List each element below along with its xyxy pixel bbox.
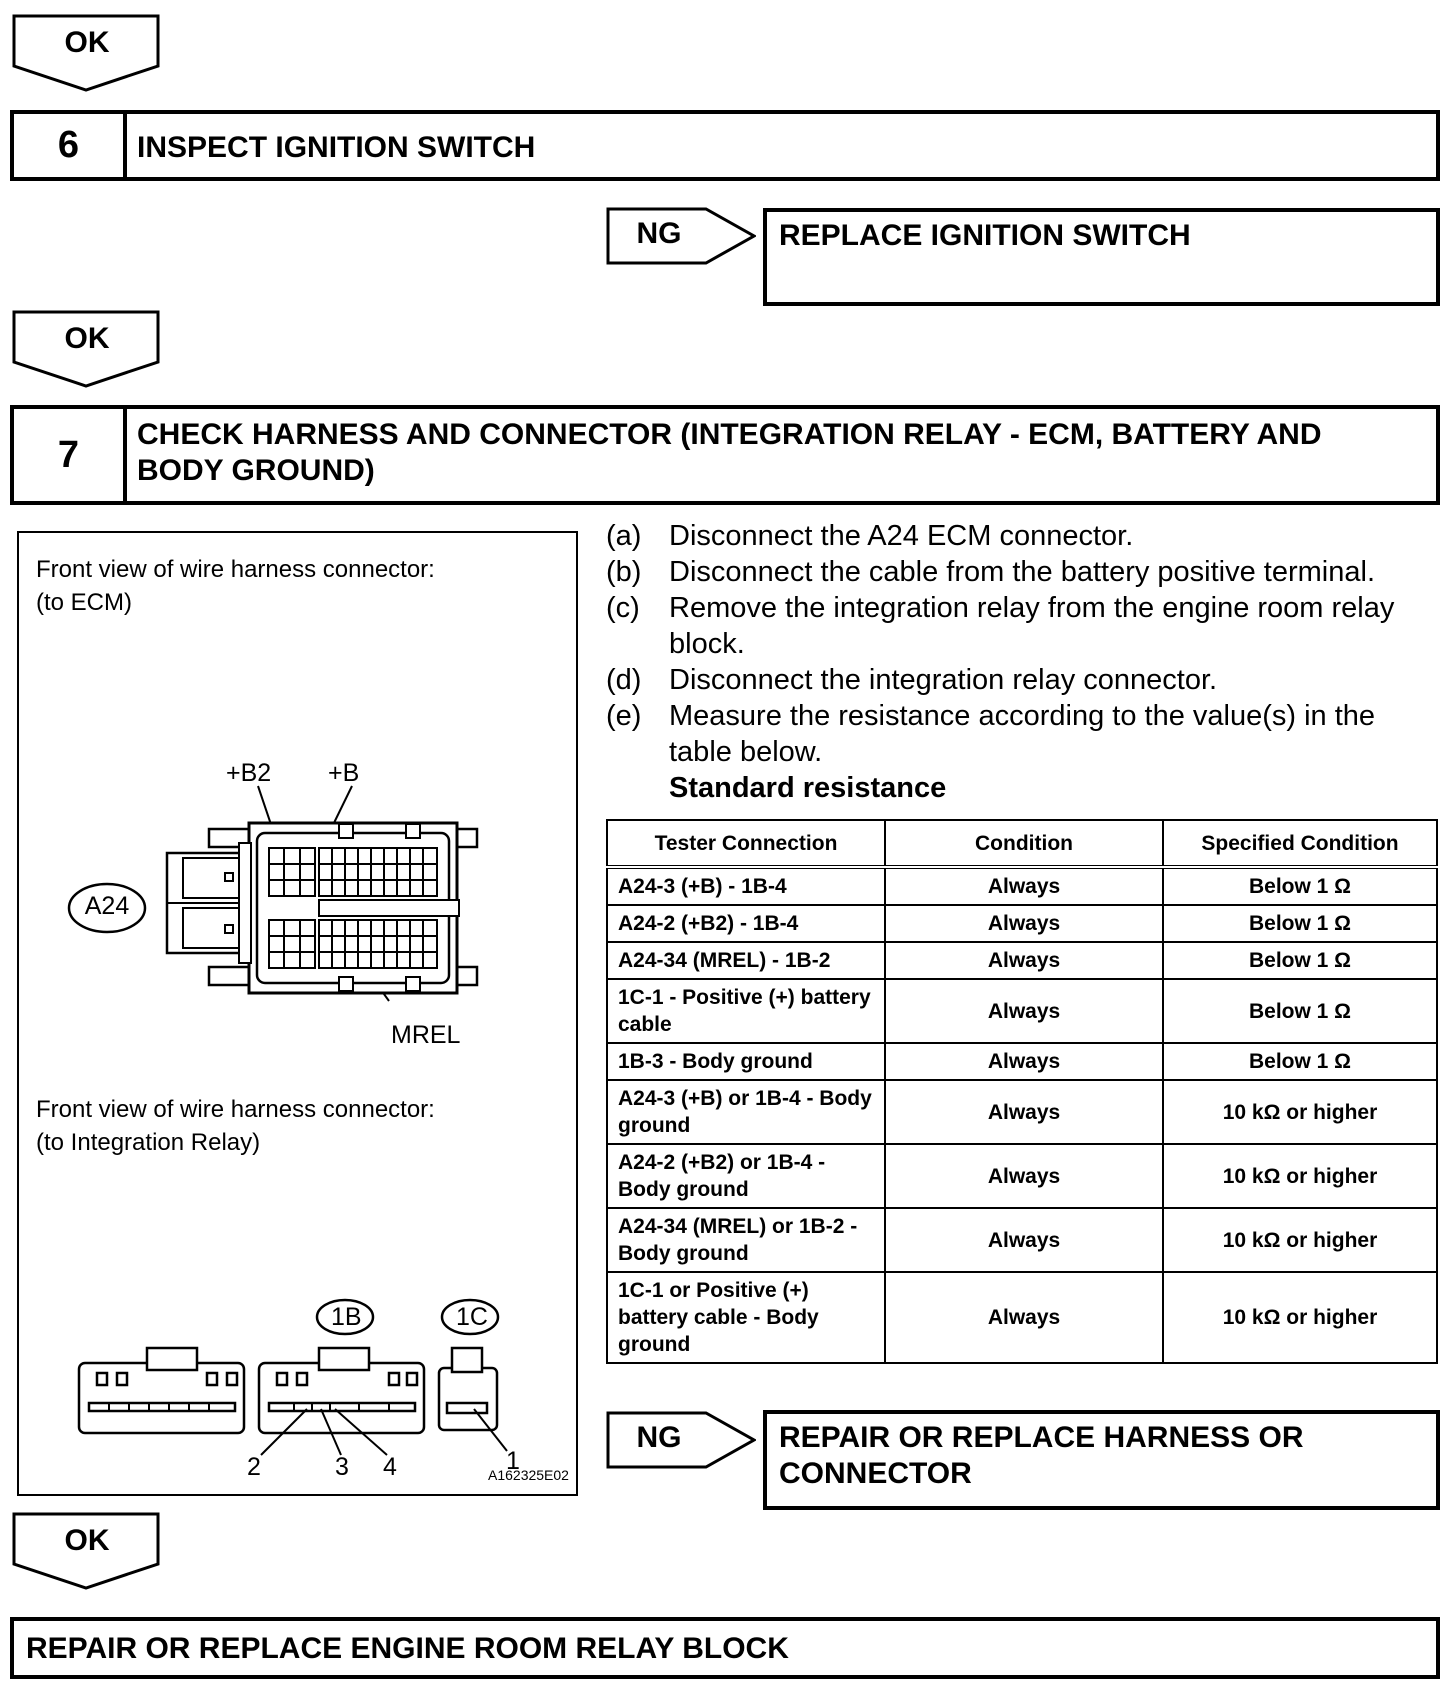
label-b2: +B2 [226,759,272,787]
instruction-text: Disconnect the cable from the battery positive terminal. [669,556,1375,588]
table-row [607,979,1437,1043]
table-row [607,1080,1437,1144]
result-replace-ignition-switch: REPLACE IGNITION SWITCH [763,208,1440,306]
resistance-table [606,819,1438,1364]
ok-label: OK [64,26,110,59]
condition-cell: Always [885,867,1163,905]
table-row [607,867,1437,905]
instruction-d [606,662,1436,698]
table-row [607,905,1437,942]
instruction-label: (c) [606,592,640,624]
figure-id: A162325E02 [488,1467,569,1483]
ng-label: NG [636,1421,682,1454]
condition-cell: Always [885,905,1163,942]
instruction-label: (a) [606,520,642,552]
tester-connection-cell: 1C-1 - Positive (+) battery cable [607,979,885,1043]
ok-label: OK [64,1524,110,1557]
condition-cell: Always [885,1272,1163,1363]
caption-ecm-line-1: Front view of wire harness connector: [36,556,435,583]
ok-arrow-1 [12,14,162,94]
instruction-label: (e) [606,700,642,732]
table-row [607,1144,1437,1208]
step-number: 7 [14,409,127,501]
specified-condition-cell: Below 1 Ω [1163,905,1437,942]
step-title-line-2: BODY GROUND) [137,454,375,487]
condition-cell: Always [885,1043,1163,1080]
ok-label: OK [64,322,110,355]
table-row [607,1272,1437,1363]
connector-figure [17,531,578,1496]
result-line-1: REPAIR OR REPLACE HARNESS OR [779,1421,1304,1454]
caption-relay-line-1: Front view of wire harness connector: [36,1096,435,1123]
table-row [607,1208,1437,1272]
result-final: REPAIR OR REPLACE ENGINE ROOM RELAY BLOCK [10,1617,1440,1679]
condition-cell: Always [885,1144,1163,1208]
header-specified-condition: Specified Condition [1163,820,1437,867]
ng-label: NG [636,217,682,250]
specified-condition-cell: Below 1 Ω [1163,942,1437,979]
specified-condition-cell: Below 1 Ω [1163,979,1437,1043]
tester-connection-cell: A24-2 (+B2) or 1B-4 - Body ground [607,1144,885,1208]
instruction-text: Measure the resistance according to the value(s) in the table below. [669,700,1376,768]
standard-resistance-label: Standard resistance [669,772,947,804]
step-6 [10,110,1440,181]
step-title-line-1: CHECK HARNESS AND CONNECTOR (INTEGRATION RELAY - ECM, BATTERY AND [137,418,1322,451]
relay-connectors-drawing [19,533,576,1494]
specified-condition-cell: Below 1 Ω [1163,867,1437,905]
label-mrel: MREL [391,1021,461,1049]
tester-connection-cell: A24-34 (MREL) - 1B-2 [607,942,885,979]
header-tester-connection: Tester Connection [607,820,885,867]
step-title [127,409,1332,501]
header-condition: Condition [885,820,1163,867]
tester-connection-cell: A24-3 (+B) or 1B-4 - Body ground [607,1080,885,1144]
instruction-text: Disconnect the A24 ECM connector. [669,520,1134,552]
condition-cell: Always [885,979,1163,1043]
instruction-label: (b) [606,556,642,588]
table-header-row [607,820,1437,867]
instruction-text: Remove the integration relay from the engine room relay block. [669,592,1395,660]
step-title: INSPECT IGNITION SWITCH [137,131,536,164]
condition-cell: Always [885,1080,1163,1144]
instruction-c [606,590,1436,662]
specified-condition-cell: 10 kΩ or higher [1163,1208,1437,1272]
label-1b: 1B [331,1303,362,1331]
tester-connection-cell: A24-2 (+B2) - 1B-4 [607,905,885,942]
specified-condition-cell: Below 1 Ω [1163,1043,1437,1080]
tester-connection-cell: 1B-3 - Body ground [607,1043,885,1080]
table-row [607,1043,1437,1080]
pin-1-label: 1 [506,1447,520,1475]
tester-connection-cell: A24-34 (MREL) or 1B-2 - Body ground [607,1208,885,1272]
pin-4-label: 4 [383,1453,397,1481]
tester-connection-cell: 1C-1 or Positive (+) battery cable - Body ground [607,1272,885,1363]
result-repair-harness [763,1410,1440,1510]
condition-cell: Always [885,1208,1163,1272]
specified-condition-cell: 10 kΩ or higher [1163,1144,1437,1208]
instruction-a [606,518,1436,554]
instructions [606,518,1436,806]
ok-arrow-3 [12,1512,162,1592]
tester-connection-cell: A24-3 (+B) - 1B-4 [607,867,885,905]
label-1c: 1C [456,1303,488,1331]
label-a24: A24 [84,892,130,920]
label-b: +B [328,759,360,787]
condition-cell: Always [885,942,1163,979]
instruction-b [606,554,1436,590]
instruction-text: Disconnect the integration relay connector. [669,664,1218,696]
specified-condition-cell: 10 kΩ or higher [1163,1080,1437,1144]
caption-ecm-line-2: (to ECM) [36,589,132,616]
ok-arrow-2 [12,310,162,390]
caption-relay-line-2: (to Integration Relay) [36,1129,261,1156]
result-line-2: CONNECTOR [779,1457,972,1490]
instruction-e [606,698,1436,770]
instruction-label: (d) [606,664,642,696]
ng-arrow-1 [606,207,756,267]
ng-arrow-2 [606,1411,756,1471]
pin-2-label: 2 [247,1453,261,1481]
pin-3-label: 3 [335,1453,349,1481]
step-number: 6 [14,114,127,177]
step-7 [10,405,1440,505]
table-row [607,942,1437,979]
specified-condition-cell: 10 kΩ or higher [1163,1272,1437,1363]
